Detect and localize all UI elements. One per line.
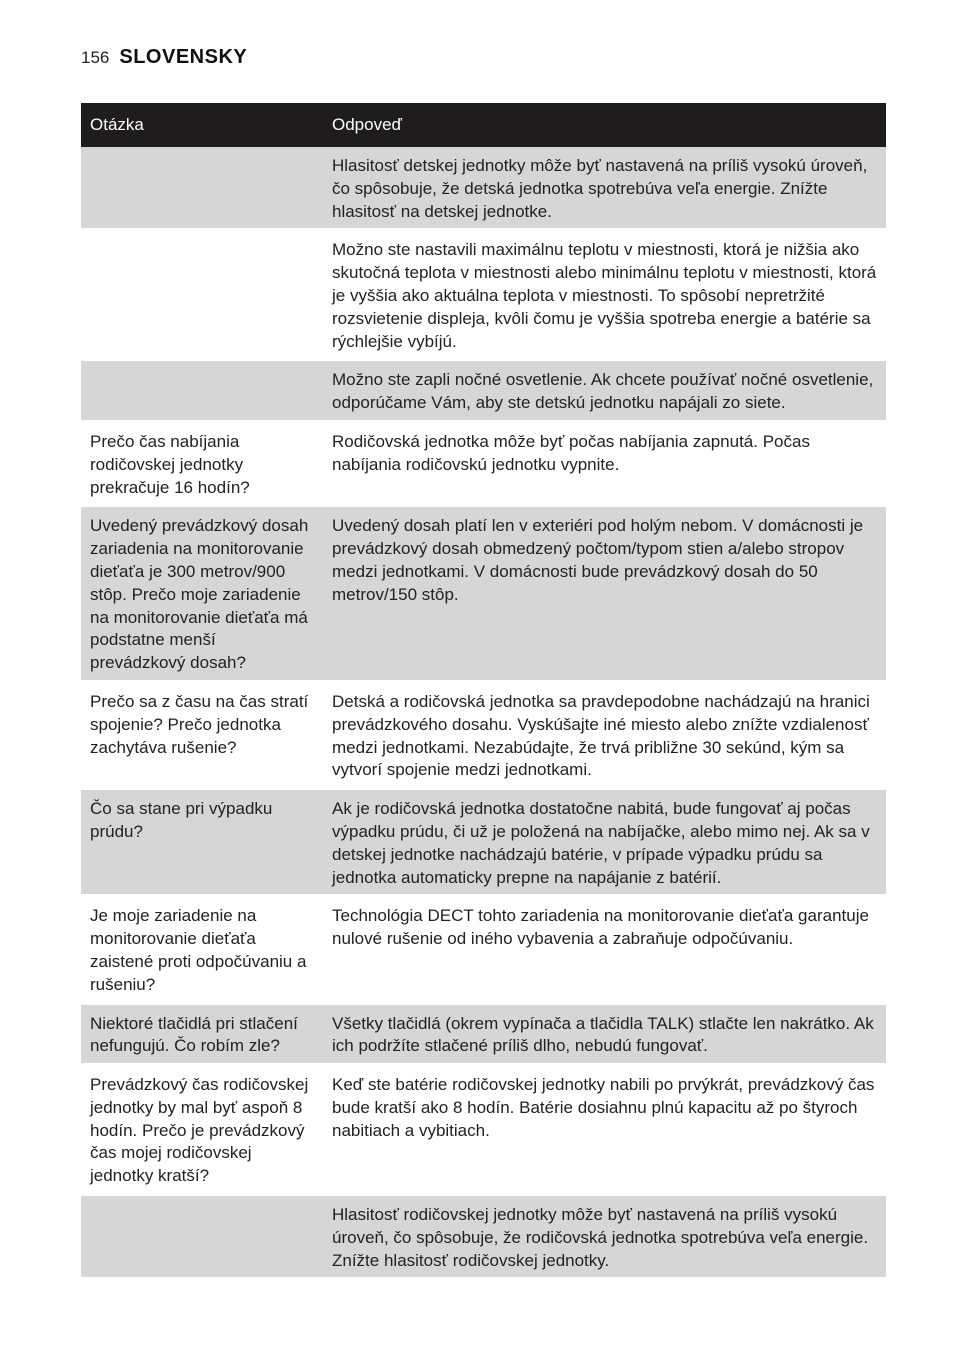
column-header-answer: Odpoveď (323, 103, 886, 147)
table-row (81, 231, 886, 361)
faq-table (81, 103, 886, 1280)
table-row (81, 897, 886, 1004)
question-cell: Uvedený prevádzkový dosah zariadenia na monitorovanie dieťaťa je 300 metrov/900 stôp. Prečo moje zariadenie na monitorovanie dieťaťa má podstatne menší prevádzkový dosah? (81, 507, 323, 683)
answer-cell: Technológia DECT tohto zariadenia na monitorovanie dieťaťa garantuje nulové rušenie od iného vybavenia a zabraňuje odpočúvaniu. (323, 897, 886, 1004)
table-row (81, 507, 886, 683)
answer-cell: Uvedený dosah platí len v exteriéri pod holým nebom. V domácnosti je prevádzkový dosah obmedzený počtom/typom stien a/alebo stropov medzi jednotkami. V domácnosti bude prevádzkový dosah do 50 metrov/150 stôp. (323, 507, 886, 683)
question-cell: Prečo sa z času na čas stratí spojenie? Prečo jednotka zachytáva rušenie? (81, 683, 323, 790)
question-cell (81, 231, 323, 361)
page-header (81, 46, 247, 76)
table-row (81, 683, 886, 790)
question-cell (81, 147, 323, 231)
section-title: SLOVENSKY (119, 46, 248, 68)
column-header-question: Otázka (81, 103, 323, 147)
answer-cell: Keď ste batérie rodičovskej jednotky nabili po prvýkrát, prevádzkový čas bude kratší ako 8 hodín. Batérie dosiahnu plnú kapacitu až po štyroch nabitiach a vybitiach. (323, 1066, 886, 1196)
page-number: 156 (81, 48, 110, 67)
answer-cell: Možno ste nastavili maximálnu teplotu v miestnosti, ktorá je nižšia ako skutočná teplota v miestnosti alebo minimálnu teplotu v miestnosti, ktorá je vyššia ako aktuálna teplota v miestnosti. To spôsobí nepretržité rozsvietenie displeja, kvôli čomu je vyššia spotreba energie a batérie sa rýchlejšie vybíjú. (323, 231, 886, 361)
table-row (81, 361, 886, 423)
answer-cell: Možno ste zapli nočné osvetlenie. Ak chcete používať nočné osvetlenie, odporúčame Vám, aby ste detskú jednotku napájali zo siete. (323, 361, 886, 423)
answer-cell: Všetky tlačidlá (okrem vypínača a tlačidla TALK) stlačte len nakrátko. Ak ich podržíte stlačené príliš dlho, nebudú fungovať. (323, 1005, 886, 1067)
question-cell (81, 361, 323, 423)
table-row (81, 1066, 886, 1196)
question-cell: Niektoré tlačidlá pri stlačení nefungujú. Čo robím zle? (81, 1005, 323, 1067)
table-row (81, 147, 886, 231)
answer-cell: Hlasitosť rodičovskej jednotky môže byť nastavená na príliš vysokú úroveň, čo spôsobuje, že rodičovská jednotka spotrebúva veľa energie. Znížte hlasitosť rodičovskej jednotky. (323, 1196, 886, 1280)
table-row (81, 790, 886, 897)
question-cell: Je moje zariadenie na monitorovanie dieťaťa zaistené proti odpočúvaniu a rušeniu? (81, 897, 323, 1004)
answer-cell: Ak je rodičovská jednotka dostatočne nabitá, bude fungovať aj počas výpadku prúdu, či už je položená na nabíjačke, alebo mimo nej. Ak sa v detskej jednotke nachádzajú batérie, v prípade výpadku prúdu sa jednotka automaticky prepne na napájanie z batérií. (323, 790, 886, 897)
question-cell: Čo sa stane pri výpadku prúdu? (81, 790, 323, 897)
table-row (81, 423, 886, 507)
answer-cell: Hlasitosť detskej jednotky môže byť nastavená na príliš vysokú úroveň, čo spôsobuje, že detská jednotka spotrebúva veľa energie. Znížte hlasitosť na detskej jednotke. (323, 147, 886, 231)
answer-cell: Rodičovská jednotka môže byť počas nabíjania zapnutá. Počas nabíjania rodičovskú jednotku vypnite. (323, 423, 886, 507)
table-header-row (81, 103, 886, 147)
table-row (81, 1196, 886, 1280)
question-cell (81, 1196, 323, 1280)
question-cell: Prevádzkový čas rodičovskej jednotky by mal byť aspoň 8 hodín. Prečo je prevádzkový čas mojej rodičovskej jednotky kratší? (81, 1066, 323, 1196)
answer-cell: Detská a rodičovská jednotka sa pravdepodobne nachádzajú na hranici prevádzkového dosahu. Vyskúšajte iné miesto alebo znížte vzdialenosť medzi jednotkami. Nezabúdajte, že trvá približne 30 sekúnd, kým sa vytvorí spojenie medzi jednotkami. (323, 683, 886, 790)
question-cell: Prečo čas nabíjania rodičovskej jednotky prekračuje 16 hodín? (81, 423, 323, 507)
table-row (81, 1005, 886, 1067)
